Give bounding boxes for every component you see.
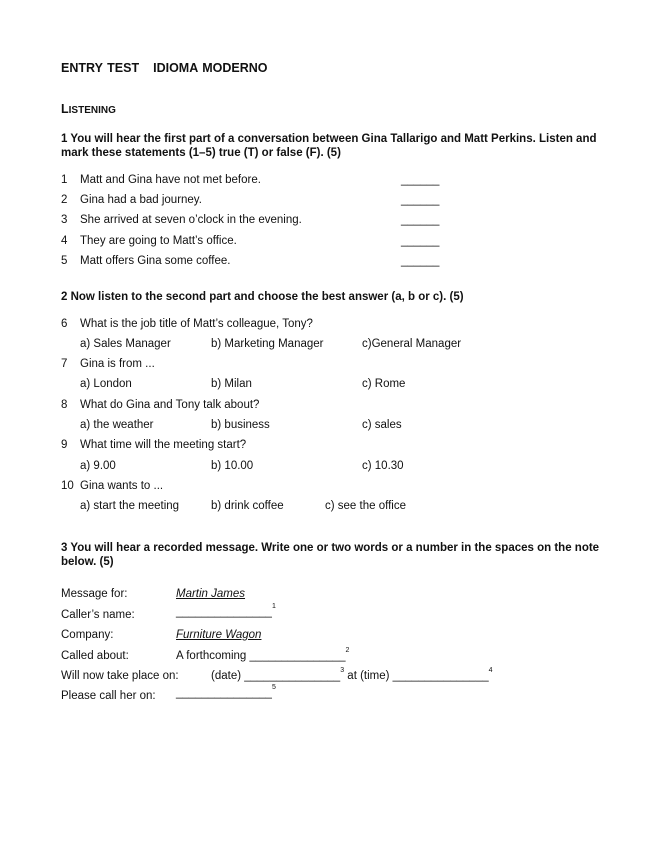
called-about-answer[interactable]: A forthcoming _______________$^2$ [176, 647, 350, 662]
message-for-value: Martin James [176, 588, 246, 600]
q2-item-text: What is the job title of Matt’s colleague, Tony? [80, 318, 313, 330]
answer-blank[interactable]: ______ [401, 255, 440, 267]
take-place-label: Will now take place on: [61, 670, 179, 682]
message-for-label: Message for: [61, 588, 128, 600]
q1-item-text: Gina had a bad journey. [80, 194, 202, 206]
option-a[interactable]: a) 9.00 [80, 460, 116, 472]
option-c[interactable]: c)General Manager [362, 338, 462, 350]
q2-item-number: 10 [61, 480, 74, 492]
q1-item-text: Matt and Gina have not met before. [80, 174, 261, 186]
q2-item-text: What do Gina and Tony talk about? [80, 399, 260, 411]
option-a[interactable]: a) the weather [80, 419, 154, 431]
callers-name-blank[interactable]: _______________$^1$ [176, 603, 276, 618]
option-b[interactable]: b) drink coffee [211, 500, 284, 512]
option-b[interactable]: b) Marketing Manager [211, 338, 324, 350]
company-label: Company: [61, 629, 114, 641]
option-a[interactable]: a) London [80, 378, 132, 390]
q2-item-number: 9 [61, 439, 68, 451]
q1-item-number: 1 [61, 174, 68, 186]
option-b[interactable]: b) business [211, 419, 270, 431]
option-a[interactable]: a) start the meeting [80, 500, 180, 512]
q1-item-text: Matt offers Gina some coffee. [80, 255, 231, 267]
option-c[interactable]: c) sales [362, 419, 402, 431]
q1-instruction: 1 You will hear the first part of a conversation between Gina Tallarigo and Matt Perkins. Listen and mark these statements (1–5) true (T) or false (F). (5) [61, 133, 597, 159]
company-value: Furniture Wagon [176, 629, 262, 641]
answer-blank[interactable]: ______ [401, 214, 440, 226]
q2-item-text: Gina wants to ... [80, 480, 164, 492]
callers-name-label: Caller’s name: [61, 609, 135, 621]
call-her-blank[interactable]: _______________$^5$ [176, 684, 276, 699]
answer-blank[interactable]: ______ [401, 174, 440, 186]
option-c[interactable]: c) Rome [362, 378, 406, 390]
q1-item-text: She arrived at seven o’clock in the evening. [80, 214, 302, 226]
answer-blank[interactable]: ______ [401, 194, 440, 206]
q2-item-number: 6 [61, 318, 68, 330]
section-heading: LISTENING [61, 102, 116, 116]
q2-item-number: 8 [61, 399, 68, 411]
option-a[interactable]: a) Sales Manager [80, 338, 171, 350]
option-c[interactable]: c) 10.30 [362, 460, 404, 472]
answer-blank[interactable]: ______ [401, 235, 440, 247]
page-title: ENTRY TEST IDIOMA MODERNO [61, 61, 268, 75]
q2-item-text: Gina is from ... [80, 358, 155, 370]
option-c[interactable]: c) see the office [325, 500, 406, 512]
q1-item-number: 2 [61, 194, 68, 206]
q2-item-text: What time will the meeting start? [80, 439, 247, 451]
q3-instruction: 3 You will hear a recorded message. Write one or two words or a number in the spaces on the note below. (5) [61, 542, 600, 568]
option-b[interactable]: b) Milan [211, 378, 252, 390]
call-her-label: Please call her on: [61, 690, 156, 702]
q2-item-number: 7 [61, 358, 68, 370]
option-b[interactable]: b) 10.00 [211, 460, 254, 472]
q1-item-text: They are going to Matt’s office. [80, 235, 237, 247]
q1-item-number: 5 [61, 255, 68, 267]
q2-instruction: 2 Now listen to the second part and choose the best answer (a, b or c). (5) [61, 291, 464, 303]
q1-item-number: 3 [61, 214, 68, 226]
take-place-answer[interactable]: (date) _______________$^3$ at (time) _______________$^4$ [211, 667, 493, 682]
called-about-label: Called about: [61, 650, 129, 662]
q1-item-number: 4 [61, 235, 68, 247]
